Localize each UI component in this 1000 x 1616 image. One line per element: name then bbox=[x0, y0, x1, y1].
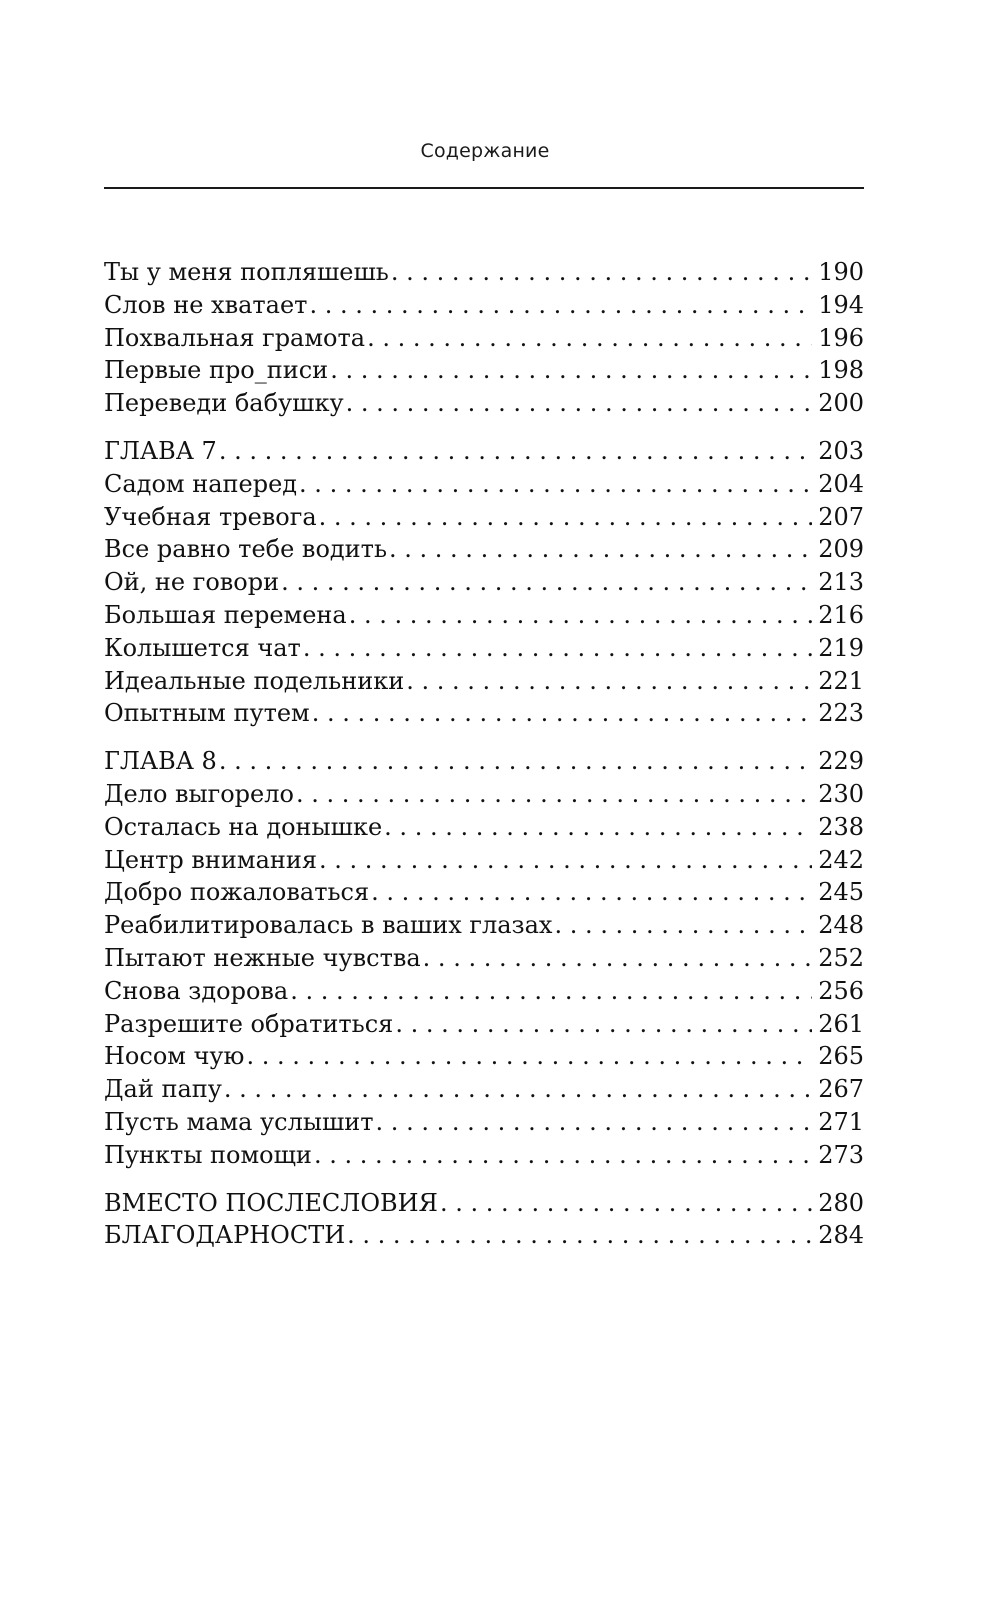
dot-leader bbox=[367, 322, 812, 355]
dot-leader bbox=[296, 778, 812, 811]
toc-entry-title: Слов не хватает bbox=[104, 290, 308, 319]
toc-entry bbox=[104, 942, 864, 975]
dot-leader bbox=[554, 909, 812, 942]
toc-entry bbox=[104, 1139, 864, 1172]
toc-entry bbox=[104, 1008, 864, 1041]
toc-entry bbox=[104, 387, 864, 420]
toc-entry bbox=[104, 632, 864, 665]
dot-leader bbox=[312, 697, 812, 730]
toc-entry bbox=[104, 289, 864, 322]
toc-entry-page-number: 245 bbox=[818, 878, 864, 907]
toc-entry-page-number: 242 bbox=[818, 845, 864, 874]
toc-entry-title: Пытают нежные чувства bbox=[104, 943, 421, 972]
toc-entry-page-number: 219 bbox=[818, 633, 864, 662]
toc-entry bbox=[104, 745, 864, 778]
toc-entry-title: Пункты помощи bbox=[104, 1140, 312, 1169]
dot-leader bbox=[330, 354, 812, 387]
dot-leader bbox=[319, 501, 813, 534]
toc-entry-title: Идеальные подельники bbox=[104, 666, 405, 695]
toc-entry-title: Дай папу bbox=[104, 1075, 222, 1104]
toc-entry bbox=[104, 468, 864, 501]
toc-entry bbox=[104, 844, 864, 877]
toc-group bbox=[104, 435, 864, 730]
toc-entry-page-number: 256 bbox=[818, 976, 864, 1005]
table-of-contents bbox=[104, 256, 864, 1252]
toc-entry bbox=[104, 256, 864, 289]
toc-entry-title: Осталась на донышке bbox=[104, 812, 383, 841]
dot-leader bbox=[371, 876, 812, 909]
toc-entry-page-number: 200 bbox=[818, 389, 864, 418]
toc-entry-page-number: 194 bbox=[818, 290, 864, 319]
toc-entry-page-number: 271 bbox=[818, 1107, 864, 1136]
toc-entry-title: ГЛАВА 7 bbox=[104, 436, 217, 465]
toc-entry-title: Разрешите обратиться bbox=[104, 1009, 394, 1038]
toc-entry bbox=[104, 1073, 864, 1106]
toc-entry-page-number: 216 bbox=[818, 600, 864, 629]
toc-entry-title: Пусть мама услышит bbox=[104, 1107, 374, 1136]
dot-leader bbox=[314, 1139, 812, 1172]
toc-entry-page-number: 221 bbox=[818, 666, 864, 695]
dot-leader bbox=[290, 975, 812, 1008]
dot-leader bbox=[347, 1219, 812, 1252]
dot-leader bbox=[389, 533, 812, 566]
toc-entry bbox=[104, 876, 864, 909]
toc-entry bbox=[104, 665, 864, 698]
toc-entry-title: ВМЕСТО ПОСЛЕСЛОВИЯ bbox=[104, 1188, 438, 1217]
toc-entry-page-number: 252 bbox=[818, 943, 864, 972]
toc-entry-page-number: 273 bbox=[818, 1140, 864, 1169]
toc-entry-title: Дело выгорело bbox=[104, 779, 294, 808]
toc-entry-title: Колышется чат bbox=[104, 633, 301, 662]
toc-entry-title: Переведи бабушку bbox=[104, 389, 344, 418]
toc-entry-title: БЛАГОДАРНОСТИ bbox=[104, 1221, 346, 1250]
toc-entry-title: Учебная тревога bbox=[104, 502, 317, 531]
toc-entry bbox=[104, 975, 864, 1008]
dot-leader bbox=[346, 387, 813, 420]
dot-leader bbox=[299, 468, 812, 501]
toc-entry bbox=[104, 1040, 864, 1073]
toc-entry-title: Большая перемена bbox=[104, 600, 347, 629]
header-rule bbox=[104, 187, 864, 189]
dot-leader bbox=[376, 1106, 813, 1139]
dot-leader bbox=[349, 599, 812, 632]
toc-entry-page-number: 284 bbox=[818, 1221, 864, 1250]
dot-leader bbox=[219, 745, 812, 778]
toc-entry-page-number: 265 bbox=[818, 1042, 864, 1071]
toc-entry-title: Все равно тебе водить bbox=[104, 535, 388, 564]
toc-entry bbox=[104, 1187, 864, 1220]
toc-entry-page-number: 190 bbox=[818, 258, 864, 286]
toc-entry-title: Снова здорова bbox=[104, 976, 289, 1005]
toc-entry bbox=[104, 501, 864, 534]
toc-entry bbox=[104, 533, 864, 566]
toc-group bbox=[104, 1187, 864, 1253]
toc-entry-page-number: 203 bbox=[818, 436, 864, 465]
dot-leader bbox=[391, 256, 812, 289]
toc-entry-title: Опытным путем bbox=[104, 699, 310, 728]
toc-entry-title: Ой, не говори bbox=[104, 568, 280, 597]
dot-leader bbox=[219, 435, 812, 468]
dot-leader bbox=[423, 942, 813, 975]
toc-entry-page-number: 230 bbox=[818, 779, 864, 808]
toc-group bbox=[104, 256, 864, 420]
dot-leader bbox=[440, 1187, 812, 1220]
toc-entry-title: Реабилитировалась в ваших глазах bbox=[104, 911, 553, 940]
toc-entry bbox=[104, 697, 864, 730]
dot-leader bbox=[395, 1008, 812, 1041]
toc-entry-page-number: 280 bbox=[818, 1188, 864, 1217]
toc-entry bbox=[104, 811, 864, 844]
dot-leader bbox=[406, 665, 812, 698]
toc-entry-page-number: 207 bbox=[818, 502, 864, 531]
toc-entry-title: Ты у меня попляшешь bbox=[104, 258, 389, 286]
toc-entry-title: ГЛАВА 8 bbox=[104, 747, 217, 776]
toc-entry bbox=[104, 778, 864, 811]
toc-entry-title: Садом наперед bbox=[104, 469, 298, 498]
toc-entry-page-number: 196 bbox=[818, 323, 864, 352]
toc-entry bbox=[104, 1219, 864, 1252]
toc-entry-page-number: 213 bbox=[818, 568, 864, 597]
toc-entry-page-number: 223 bbox=[818, 699, 864, 728]
toc-entry-title: Носом чую bbox=[104, 1042, 245, 1071]
toc-entry bbox=[104, 322, 864, 355]
toc-entry bbox=[104, 354, 864, 387]
toc-entry-page-number: 267 bbox=[818, 1075, 864, 1104]
toc-entry bbox=[104, 599, 864, 632]
dot-leader bbox=[281, 566, 812, 599]
toc-entry-page-number: 204 bbox=[818, 469, 864, 498]
toc-entry-title: Первые про_писи bbox=[104, 356, 329, 385]
dot-leader bbox=[319, 844, 812, 877]
toc-entry-page-number: 261 bbox=[818, 1009, 864, 1038]
toc-entry bbox=[104, 435, 864, 468]
toc-entry-page-number: 248 bbox=[818, 911, 864, 940]
toc-entry-title: Добро пожаловаться bbox=[104, 878, 370, 907]
dot-leader bbox=[384, 811, 812, 844]
toc-entry-page-number: 209 bbox=[818, 535, 864, 564]
toc-entry-title: Похвальная грамота bbox=[104, 323, 366, 352]
toc-entry bbox=[104, 1106, 864, 1139]
running-head-title: Содержание bbox=[420, 140, 550, 162]
dot-leader bbox=[303, 632, 812, 665]
dot-leader bbox=[224, 1073, 812, 1106]
dot-leader bbox=[309, 289, 812, 322]
toc-entry-page-number: 229 bbox=[818, 747, 864, 776]
toc-entry-title: Центр внимания bbox=[104, 845, 318, 874]
toc-entry-page-number: 198 bbox=[818, 356, 864, 385]
toc-entry-page-number: 238 bbox=[818, 812, 864, 841]
toc-group bbox=[104, 745, 864, 1171]
toc-entry bbox=[104, 566, 864, 599]
toc-entry bbox=[104, 909, 864, 942]
dot-leader bbox=[246, 1040, 812, 1073]
